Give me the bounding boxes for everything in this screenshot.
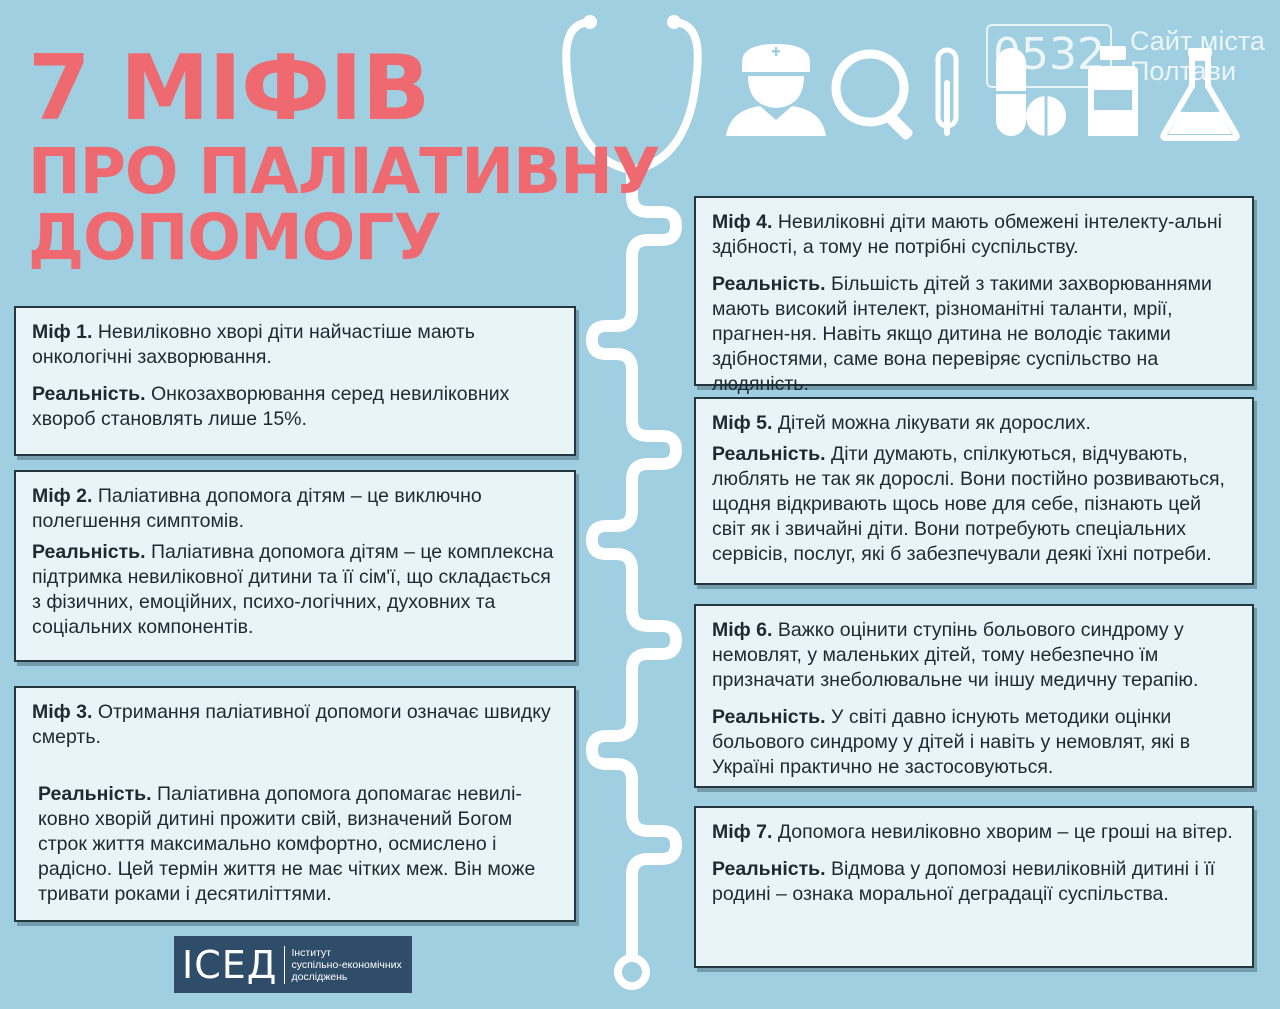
reality-text: Відмова у допомозі невиліковній дитині і її родині – ознака моральної деградації суспільства.	[712, 858, 1216, 905]
reality-text: Діти думають, спілкуються, відчувають, люблять не так як дорослі. Вони постійно розвиваються, щодня відкривають щось нове для себе, пізнають цей світ як і звичайні діти. Вони потребують спеціальних сервісів, послуг, які б забезпечували деякі їхні потреби.	[712, 443, 1225, 565]
myth-statement	[712, 210, 1236, 260]
myth-card-3	[14, 686, 576, 922]
myth-reality	[712, 705, 1236, 780]
myth-card-4	[694, 196, 1254, 395]
logo-line-3: досліджень	[291, 970, 348, 983]
myth-text: Допомога невиліковно хворим – це гроші на вітер.	[777, 821, 1233, 843]
myth-card-6	[694, 604, 1254, 788]
reality-label: Реальність.	[712, 273, 826, 295]
thermometer-icon	[938, 50, 956, 136]
reality-label: Реальність.	[38, 783, 152, 805]
myth-label: Міф 3.	[32, 701, 93, 723]
reality-label: Реальність.	[32, 383, 146, 405]
reality-text: Онкозахворювання серед невиліковних хвороб становлять лише 15%.	[32, 383, 510, 430]
myth-statement	[712, 411, 1236, 436]
title-line-2: ПРО ПАЛІАТИВНУ	[28, 135, 660, 208]
myth-label: Міф 7.	[712, 821, 773, 843]
logo-line-1: Інститут	[291, 946, 332, 959]
myth-text: Отримання паліативної допомоги означає швидку смерть.	[32, 701, 551, 748]
reality-text: Більшість дітей з такими захворюваннями мають високий інтелект, різноманітні таланти, мрії, прагнен-ня. Навіть якщо дитина не володіє такими здібностями, саме вона перевіряє суспільство на людяність.	[712, 273, 1212, 395]
myth-card-7	[694, 806, 1254, 968]
reality-text: Паліативна допомога допомагає невилі-ковно хворій дитині прожити свій, визначений Богом строк життя максимально комфортно, осмислено і радісно. Цей термін життя не має чітких меж. Він може тривати роками і десятиліттями.	[38, 783, 536, 905]
myth-reality	[712, 272, 1236, 397]
logo-line-2: суспільно-економічних	[291, 958, 402, 971]
myth-card-5	[694, 397, 1254, 585]
myth-text: Дітей можна лікувати як дорослих.	[777, 412, 1091, 434]
myth-label: Міф 4.	[712, 211, 773, 233]
myth-text: Важко оцінити ступінь больового синдрому у немовлят, у маленьких дітей, тому небезпечно їм призначати знеболювальне чи іншу медичну терапію.	[712, 619, 1199, 691]
watermark-site	[1130, 26, 1265, 86]
reality-label: Реальність.	[712, 706, 826, 728]
myth-text: Паліативна допомога дітям – це виключно полегшення симптомів.	[32, 485, 482, 532]
myth-statement	[32, 484, 558, 534]
ised-logo	[174, 936, 412, 993]
myth-label: Міф 1.	[32, 321, 93, 343]
title-line-1: 7 МІФІВ	[28, 36, 430, 141]
reality-label: Реальність.	[712, 443, 826, 465]
doctor-icon	[726, 44, 826, 136]
watermark-number: 0532	[986, 24, 1112, 88]
myth-label: Міф 6.	[712, 619, 773, 641]
watermark-line-2: Полтави	[1130, 56, 1237, 86]
myth-card-1	[14, 306, 576, 456]
myth-statement	[32, 700, 558, 750]
myth-statement	[712, 618, 1236, 693]
myth-text: Невиліковні діти мають обмежені інтелекту-альні здібності, а тому не потрібні суспільству.	[712, 211, 1222, 258]
logo-subtitle	[285, 947, 401, 983]
myth-label: Міф 2.	[32, 485, 93, 507]
myth-label: Міф 5.	[712, 412, 773, 434]
myth-reality	[32, 782, 558, 907]
myth-reality	[32, 382, 558, 432]
title-line-3: ДОПОМОГУ	[28, 201, 441, 274]
reality-text: У світі давно існують методики оцінки больового синдрому у дітей і навіть у немовлят, які в Україні практично не застосовуються.	[712, 706, 1191, 778]
myth-card-2	[14, 470, 576, 662]
myth-reality	[712, 857, 1236, 907]
myth-text: Невиліковно хворі діти найчастіше мають онкологічні захворювання.	[32, 321, 475, 368]
reality-label: Реальність.	[712, 858, 826, 880]
logo-name: ІСЕД	[182, 946, 285, 984]
magnifier-icon	[836, 54, 914, 141]
myth-reality	[32, 540, 558, 640]
myth-reality	[712, 442, 1236, 567]
reality-label: Реальність.	[32, 541, 146, 563]
myth-statement	[32, 320, 558, 370]
myth-statement	[712, 820, 1236, 845]
watermark-line-1: Сайт міста	[1130, 26, 1265, 56]
reality-text: Паліативна допомога дітям – це комплексна підтримка невиліковної дитини та її сім'ї, що складається з фізичних, емоційних, психо-логічних, духовних та соціальних компонентів.	[32, 541, 554, 638]
